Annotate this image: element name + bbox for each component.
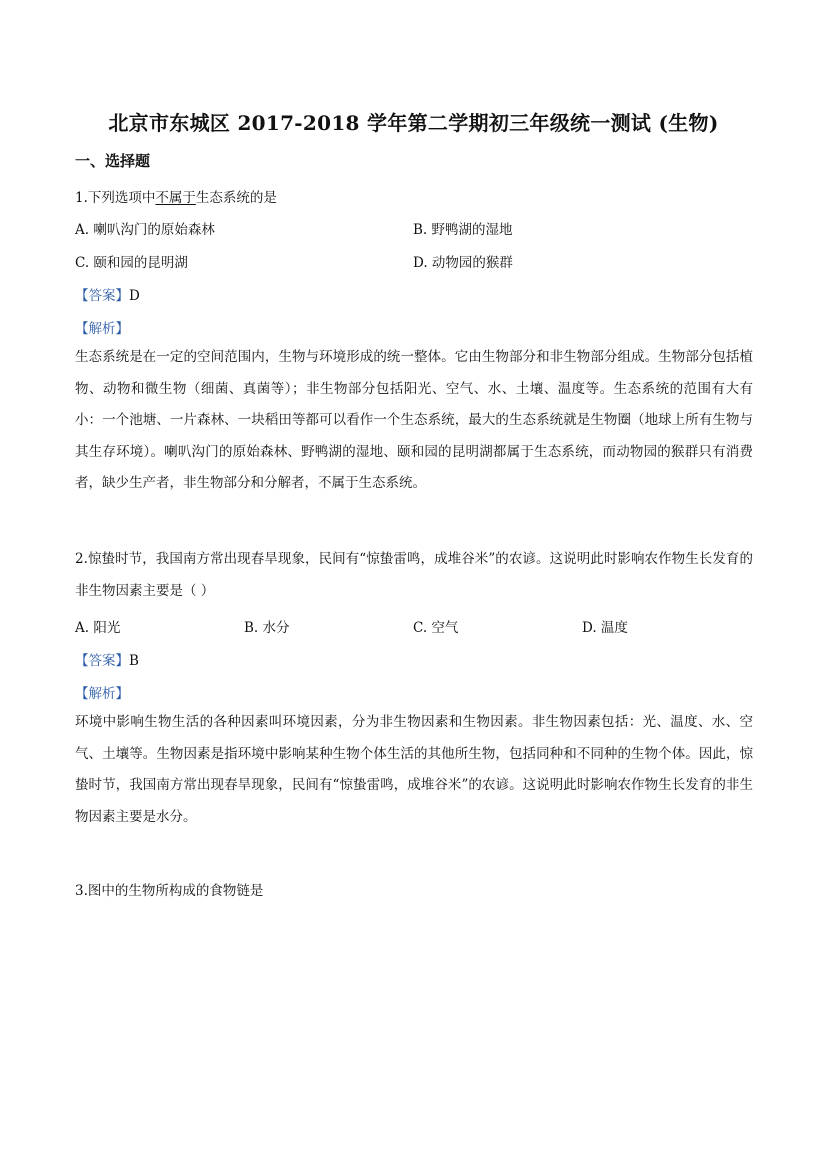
q2-option-c: C. 空气 <box>413 620 459 636</box>
question-2: 2.惊蛰时节，我国南方常出现春旱现象，民间有“惊蛰雷鸣，成堆谷米”的农谚。这说明此时影响农作物生长发育的非生物因素主要是（ ） <box>75 551 753 599</box>
q1-option-a: A. 喇叭沟门的原始森林 <box>75 222 215 238</box>
question-1-prefix: 1.下列选项中 <box>75 190 156 206</box>
q2-analysis-text: 环境中影响生物生活的各种因素叫环境因素，分为非生物因素和生物因素。非生物因素包括：光、温度、水、空气、土壤等。生物因素是指环境中影响某种生物个体生活的其他所生物，包括同种和不同种的生物个体。因此，惊蛰时节，我国南方常出现春旱现象，民间有“惊蛰雷鸣，成堆谷米”的农谚。这说明此时影响农作物生长发育的非生物因素主要是水分。 <box>75 714 753 825</box>
q1-answer-value: D <box>129 288 140 304</box>
q1-answer-label: 【答案】 <box>75 288 129 304</box>
q2-answer-value: B <box>129 653 139 669</box>
q1-answer <box>75 284 140 304</box>
q2-option-a: A. 阳光 <box>75 620 121 636</box>
q1-option-c: C. 颐和园的昆明湖 <box>75 255 188 271</box>
q2-analysis-label: 【解析】 <box>75 686 129 702</box>
question-1-suffix: 生态系统的是 <box>195 190 277 206</box>
q1-analysis-label: 【解析】 <box>75 321 129 337</box>
question-1 <box>75 186 277 206</box>
q2-option-d: D. 温度 <box>582 620 628 636</box>
question-3: 3.图中的生物所构成的食物链是 <box>75 883 264 899</box>
q2-answer-label: 【答案】 <box>75 653 129 669</box>
question-1-underlined: 不属于 <box>155 190 196 206</box>
q1-option-b: B. 野鸭湖的湿地 <box>413 222 513 238</box>
q1-analysis-text: 生态系统是在一定的空间范围内，生物与环境形成的统一整体。它由生物部分和非生物部分组成。生物部分包括植物、动物和微生物（细菌、真菌等）；非生物部分包括阳光、空气、水、土壤、温度等。生态系统的范围有大有小：一个池塘、一片森林、一块稻田等都可以看作一个生态系统，最大的生态系统就是生物圈（地球上所有生物与其生存环境）。喇叭沟门的原始森林、野鸭湖的湿地、颐和园的昆明湖都属于生态系统，而动物园的猴群只有消费者，缺少生产者，非生物部分和分解者，不属于生态系统。 <box>75 349 753 491</box>
q1-option-d: D. 动物园的猴群 <box>413 255 513 271</box>
page-title: 北京市东城区 2017-2018 学年第二学期初三年级统一测试 (生物) <box>108 111 719 135</box>
q2-option-b: B. 水分 <box>244 620 290 636</box>
q2-answer <box>75 649 139 669</box>
section-heading: 一、选择题 <box>75 152 151 170</box>
